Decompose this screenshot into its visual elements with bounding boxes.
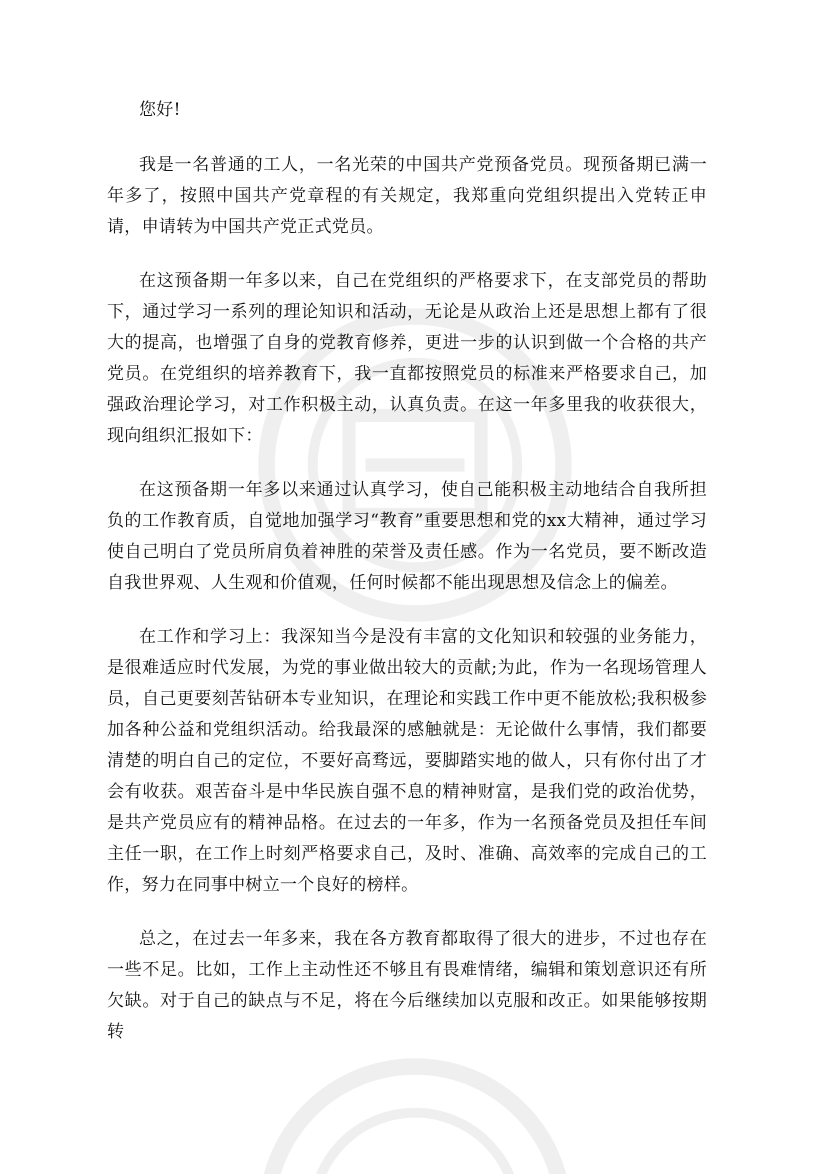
- paragraph-3: 在这预备期一年多以来通过认真学习，使自己能积极主动地结合自我所担负的工作教育质，自觉地加强学习“教育”重要思想和党的xx大精神，通过学习使自己明白了党员所肩负着神胜的荣誉及责任感。作为一名党员，要不断改造自我世界观、人生观和价值观，任何时候都不能出现思想及信念上的偏差。: [107, 480, 707, 593]
- paragraph-1: 我是一名普通的工人，一名光荣的中国共产党预备党员。现预备期已满一年多了，按照中国共产党章程的有关规定，我郑重向党组织提出入党转正申请，申请转为中国共产党正式党员。: [107, 155, 707, 237]
- paragraph-5: 总之，在过去一年多来，我在各方教育都取得了很大的进步，不过也存在一些不足。比如，工作上主动性还不够且有畏难情绪，编辑和策划意识还有所欠缺。对于自己的缺点与不足，将在今后继续加以克服和改正。如果能够按期转: [107, 929, 707, 1042]
- letter-body: [107, 95, 707, 1071]
- paragraph-4: 在工作和学习上：我深知当今是没有丰富的文化知识和较强的业务能力，是很难适应时代发展，为党的事业做出较大的贡献;为此，作为一名现场管理人员，自己更要刻苦钻研本专业知识，在理论和实践工作中更不能放松;我积极参加各种公益和党组织活动。给我最深的感触就是：无论做什么事情，我们都要清楚的明白自己的定位，不要好高骛远，要脚踏实地的做人，只有你付出了才会有收获。艰苦奋斗是中华民族自强不息的精神财富，是我们党的政治优势，是共产党员应有的精神品格。在过去的一年多，作为一名预备党员及担任车间主任一职，在工作上时刻严格要求自己，及时、准确、高效率的完成自己的工作，努力在同事中树立一个良好的榜样。: [107, 627, 707, 895]
- paragraph-2: 在这预备期一年多以来，自己在党组织的严格要求下，在支部党员的帮助下，通过学习一系列的理论知识和活动，无论是从政治上还是思想上都有了很大的提高，也增强了自身的党教育修养，更进一步的认识到做一个合格的共产党员。在党组织的培养教育下，我一直都按照党员的标准来严格要求自己，加强政治理论学习，对工作积极主动，认真负责。在这一年多里我的收获很大，现向组织汇报如下：: [107, 271, 707, 446]
- letter-greeting: 您好!: [139, 100, 181, 120]
